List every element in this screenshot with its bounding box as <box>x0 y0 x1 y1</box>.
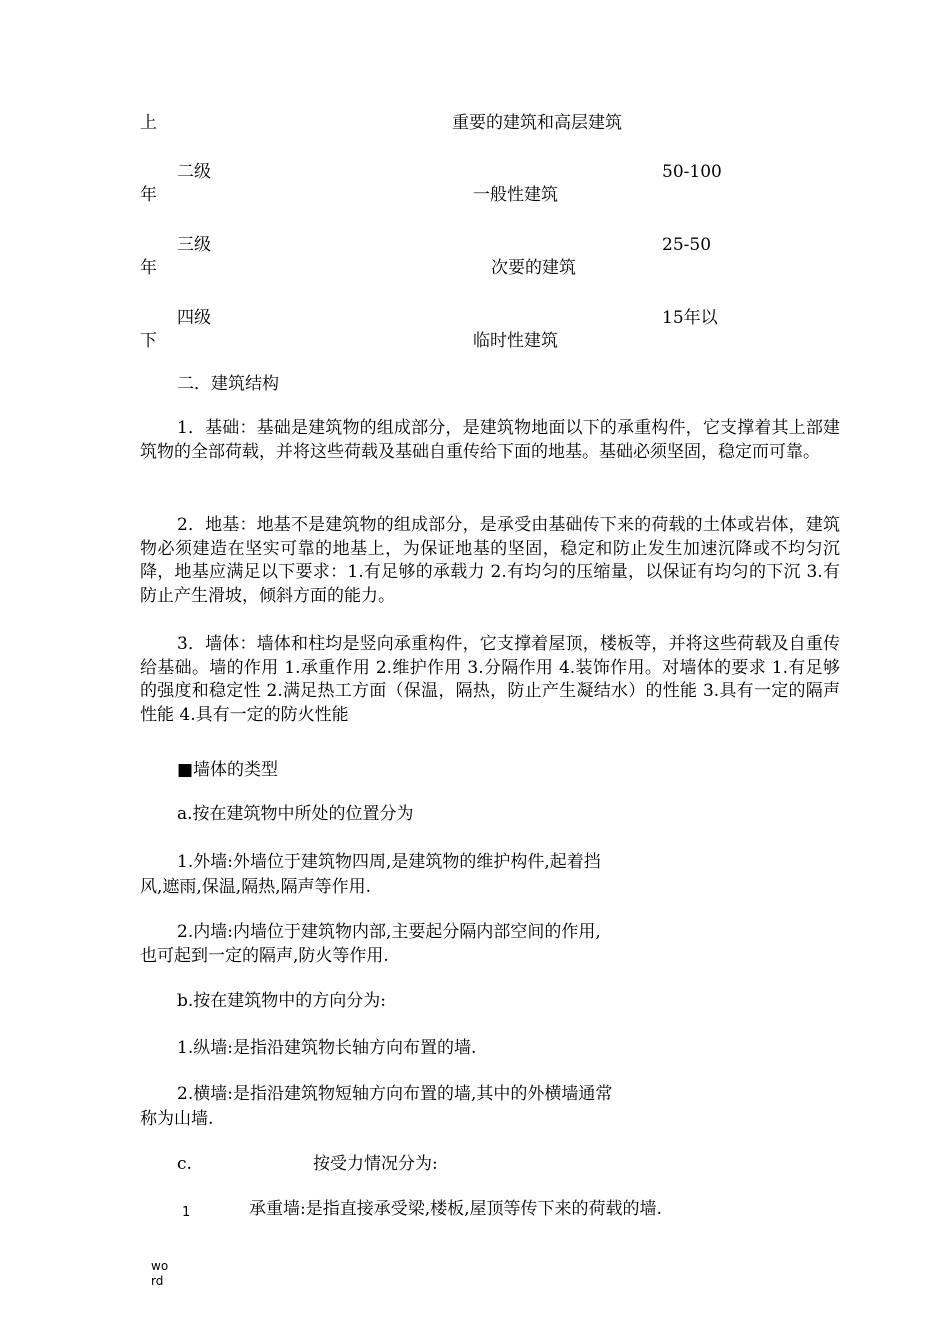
paragraph-subgrade <box>140 514 840 608</box>
row2-grade: 二级 <box>177 162 211 182</box>
row3-tail: 年 <box>140 258 157 278</box>
section-heading: 二．建筑结构 <box>177 374 279 394</box>
paragraph-wall-text: 3．墙体：墙体和柱均是竖向承重构件，它支撑着屋顶，楼板等，并将这些荷载及自重传给基础。墙的作用 1.承重作用 2.维护作用 3.分隔作用 4.装饰作用。对墙体的要求 1.有足够的强度和稳定性 2.满足热工方面（保温，隔热，防止产生凝结水）的性能 3.具有一定的隔声性能 4.具有一定的防火性能 <box>140 634 840 725</box>
row1-use: 重要的建筑和高层建筑 <box>452 113 622 133</box>
wall-c1-text: 承重墙:是指直接承受梁,楼板,屋顶等传下来的荷载的墙. <box>249 1199 662 1219</box>
wall-b2-line2: 称为山墙. <box>140 1109 214 1129</box>
row4-grade: 四级 <box>177 308 211 328</box>
row3-years: 25-50 <box>662 235 712 255</box>
paragraph-wall <box>140 633 840 727</box>
wall-a1-line1: 1.外墙:外墙位于建筑物四周,是建筑物的维护构件,起着挡 <box>177 852 601 872</box>
wall-a2-line2: 也可起到一定的隔声,防火等作用. <box>140 946 389 966</box>
paragraph-foundation <box>140 417 840 464</box>
wall-a2-line1: 2.内墙:内墙位于建筑物内部,主要起分隔内部空间的作用, <box>177 922 601 942</box>
wall-a1-line2: 风,遮雨,保温,隔热,隔声等作用. <box>140 877 372 897</box>
wall-types-c-heading: 按受力情况分为: <box>313 1154 438 1174</box>
row1-tail: 上 <box>140 113 157 133</box>
wall-types-a-heading: a.按在建筑物中所处的位置分为 <box>177 804 414 824</box>
row2-use: 一般性建筑 <box>473 185 558 205</box>
paragraph-subgrade-text: 2．地基：地基不是建筑物的组成部分，是承受由基础传下来的荷载的土体或岩体，建筑物必须建造在坚实可靠的地基上，为保证地基的坚固，稳定和防止发生加速沉降或不均匀沉降，地基应满足以下要求：1.有足够的承载力 2.有均匀的压缩量，以保证有均匀的下沉 3.有防止产生滑坡，倾斜方面的能力。 <box>140 515 840 606</box>
wall-c-label: c. <box>177 1154 192 1174</box>
footer-word-line2: rd <box>151 1274 164 1288</box>
wall-types-b-heading: b.按在建筑物中的方向分为: <box>177 991 387 1011</box>
row3-grade: 三级 <box>177 235 211 255</box>
wall-b2-line1: 2.横墙:是指沿建筑物短轴方向布置的墙,其中的外横墙通常 <box>177 1084 613 1104</box>
footer-word-line1: wo <box>151 1259 169 1273</box>
row2-tail: 年 <box>140 185 157 205</box>
wall-types-heading: ■墙体的类型 <box>177 760 279 780</box>
row4-tail: 下 <box>140 331 157 351</box>
row3-use: 次要的建筑 <box>491 258 576 278</box>
row4-use: 临时性建筑 <box>473 331 558 351</box>
wall-c1-number: 1 <box>182 1205 191 1220</box>
row2-years: 50-100 <box>662 162 722 182</box>
wall-b1: 1.纵墙:是指沿建筑物长轴方向布置的墙. <box>177 1038 477 1058</box>
paragraph-foundation-text: 1．基础：基础是建筑物的组成部分，是建筑物地面以下的承重构件，它支撑着其上部建筑物的全部荷载，并将这些荷载及基础自重传给下面的地基。基础必须坚固，稳定而可靠。 <box>140 418 840 462</box>
row4-years: 15年以 <box>662 308 718 328</box>
